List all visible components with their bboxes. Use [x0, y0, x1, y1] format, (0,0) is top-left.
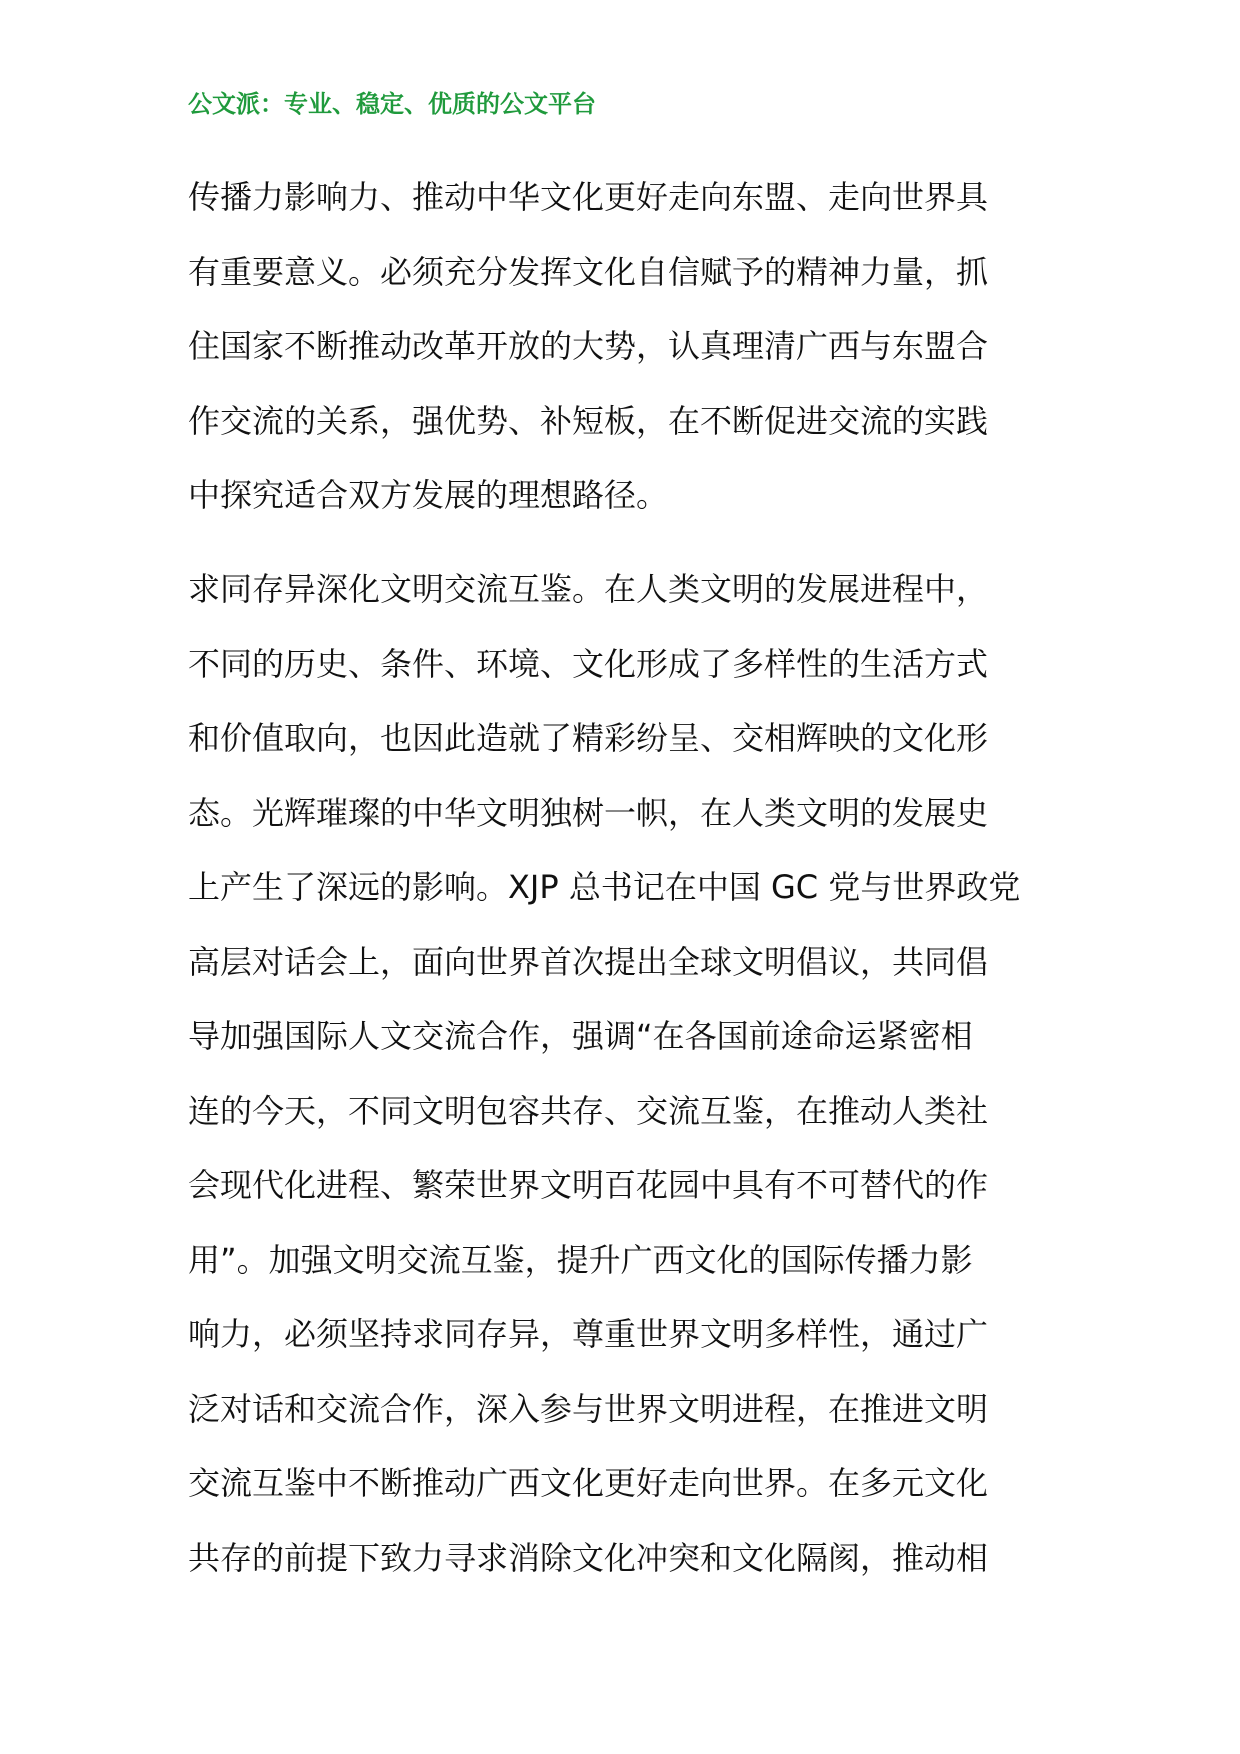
paragraph-line: 住国家不断推动改革开放的大势，认真理清广西与东盟合 [188, 327, 989, 365]
paragraph-line: 用”。加强文明交流互鉴，提升广西文化的国际传播力影 [188, 1240, 973, 1279]
paragraph-line: 态。光辉璀璨的中华文明独树一帜，在人类文明的发展史 [188, 793, 989, 832]
paragraph-line: 作交流的关系，强优势、补短板，在不断促进交流的实践 [188, 401, 989, 440]
paragraph-2 [188, 552, 1052, 1595]
paragraph-line: 会现代化进程、繁荣世界文明百花园中具有不可替代的作 [188, 1166, 989, 1204]
paragraph-1 [188, 160, 1052, 533]
paragraph-line: 中探究适合双方发展的理想路径。 [188, 476, 669, 514]
paragraph-line: 和价值取向，也因此造就了精彩纷呈、交相辉映的文化形 [188, 719, 989, 757]
paragraph-line: 有重要意义。必须充分发挥文化自信赋予的精神力量，抓 [188, 252, 989, 291]
paragraph-line: 不同的历史、条件、环境、文化形成了多样性的生活方式 [188, 644, 989, 683]
paragraph-line: 共存的前提下致力寻求消除文化冲突和文化隔阂，推动相 [188, 1538, 989, 1577]
paragraph-line: 连的今天，不同文明包容共存、交流互鉴，在推动人类社 [188, 1091, 989, 1130]
paragraph-line: 导加强国际人文交流合作，强调“在各国前途命运紧密相 [188, 1017, 973, 1055]
paragraph-line: 泛对话和交流合作，深入参与世界文明进程，在推进文明 [188, 1389, 989, 1428]
paragraph-line: 交流互鉴中不断推动广西文化更好走向世界。在多元文化 [188, 1464, 989, 1502]
paragraph-line: 高层对话会上，面向世界首次提出全球文明倡议，共同倡 [188, 942, 989, 981]
paragraph-line: 求同存异深化文明交流互鉴。在人类文明的发展进程中， [188, 570, 989, 608]
paragraph-line: 上产生了深远的影响。XJP 总书记在中国 GC 党与世界政党 [188, 868, 1021, 906]
paragraph-line: 传播力影响力、推动中华文化更好走向东盟、走向世界具 [188, 178, 989, 216]
paragraph-line: 响力，必须坚持求同存异，尊重世界文明多样性，通过广 [188, 1315, 989, 1353]
header-title: 公文派：专业、稳定、优质的公文平台 [188, 90, 596, 118]
